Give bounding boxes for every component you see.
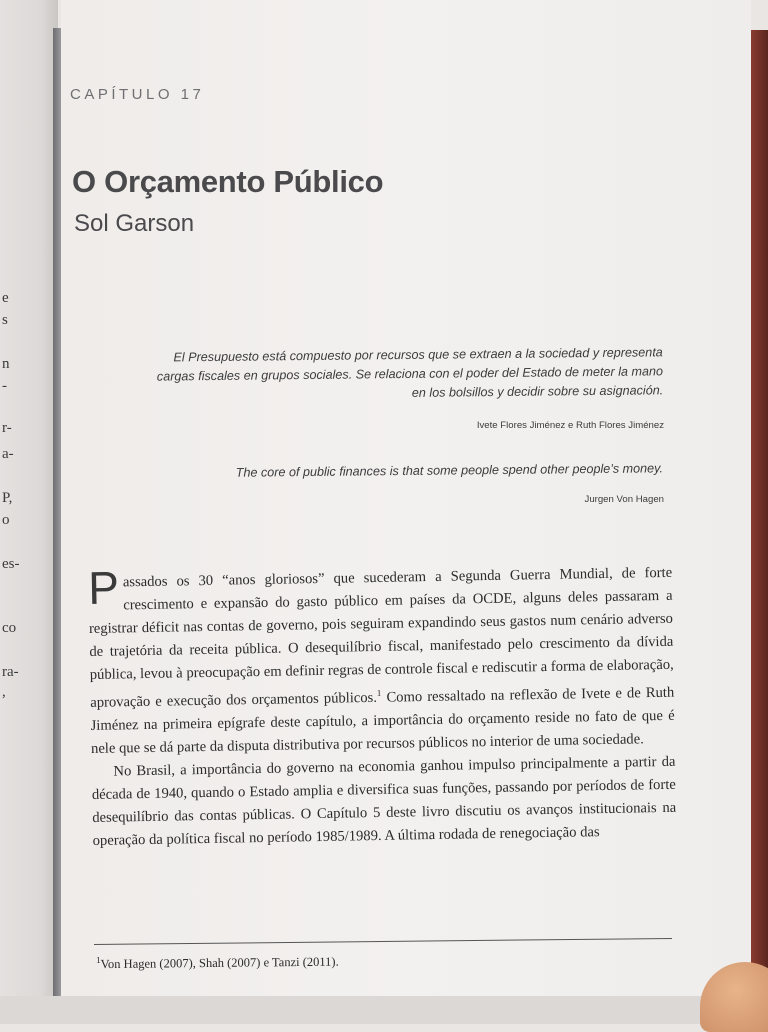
- drop-cap: P: [87, 561, 120, 614]
- facing-page-fragment: e: [2, 290, 9, 306]
- body-paragraph: [88, 562, 675, 761]
- facing-page-fragment: s: [2, 312, 8, 328]
- footnote-text: Von Hagen (2007), Shah (2007) e Tanzi (2011).: [100, 954, 339, 972]
- body-paragraph: No Brasil, a importância do governo na economia ganhou impulso principalmente a partir da década de 1940, quando o Estado amplia e diversifica suas funções, passando por períodos de forte desequilíbrio das contas públicas. O Capítulo 5 deste livro discutiu os avanços institucionais na operação da política fiscal no período 1985/1989. A última rodada de renegociação das: [91, 753, 677, 849]
- facing-page-fragment: a-: [2, 446, 14, 462]
- epigraph-english: The core of public finances is that some people spend other people’s money.: [235, 461, 664, 480]
- epigraph-spanish: El Presupuesto está compuesto por recursos que se extraen a la sociedad y representa cargas fiscales en grupos sociales. Se relaciona con el poder del Estado de meter la mano en los bolsillos y decidir sobre su asignación.: [156, 345, 664, 400]
- facing-page-fragment: co: [2, 620, 17, 636]
- facing-page-fragment: ,: [2, 684, 6, 700]
- epigraph-attribution: Ivete Flores Jiménez e Ruth Flores Jiménez: [476, 420, 664, 431]
- page-bottom-margin: [0, 996, 768, 1024]
- chapter-author: Sol Garson: [74, 210, 195, 237]
- epigraph-attribution: Jurgen Von Hagen: [584, 494, 664, 505]
- chapter-label: CAPÍTULO 17: [70, 86, 205, 103]
- book-cover-edge: [751, 30, 768, 990]
- facing-page-fragment: r-: [2, 420, 12, 436]
- paragraph-text: Como ressaltado na reflexão de Ivete e de Ruth Jiménez na primeira epígrafe deste capítulo, a importância do orçamento reside no fato de que é nele que se dá parte da disputa distributiva por recursos públicos no interior de uma sociedade.: [90, 684, 675, 757]
- facing-page-fragment: o: [2, 512, 10, 528]
- chapter-title: O Orçamento Público: [72, 164, 384, 199]
- facing-page-fragment: -: [2, 378, 7, 394]
- chapter-body: [88, 562, 677, 853]
- facing-page-fragment: n: [2, 356, 10, 372]
- facing-page-fragment: ra-: [2, 664, 19, 680]
- facing-page-fragment: P,: [2, 490, 13, 506]
- facing-page-fragment: es-: [2, 556, 20, 572]
- book-gutter: [53, 28, 61, 996]
- paragraph-text: assados os 30 “anos gloriosos” que sucederam a Segunda Guerra Mundial, de forte crescimento e expansão do gasto público em países da OCDE, alguns deles passaram a registrar déficit nas contas de governo, pois seguiram expandindo seus gastos num cenário adverso de trajetória da receita pública. O desequilíbrio fiscal, manifestado pelo crescimento da dívida pública, levou à preocupação em definir regras de controle fiscal e rediscutir a forma de elaboração, aprovação e execução dos orçamentos públicos.: [88, 564, 674, 711]
- facing-page: [0, 0, 58, 1024]
- footnote: [96, 952, 339, 972]
- footnote-number: 1: [96, 954, 101, 965]
- footnote-reference: 1: [376, 687, 382, 698]
